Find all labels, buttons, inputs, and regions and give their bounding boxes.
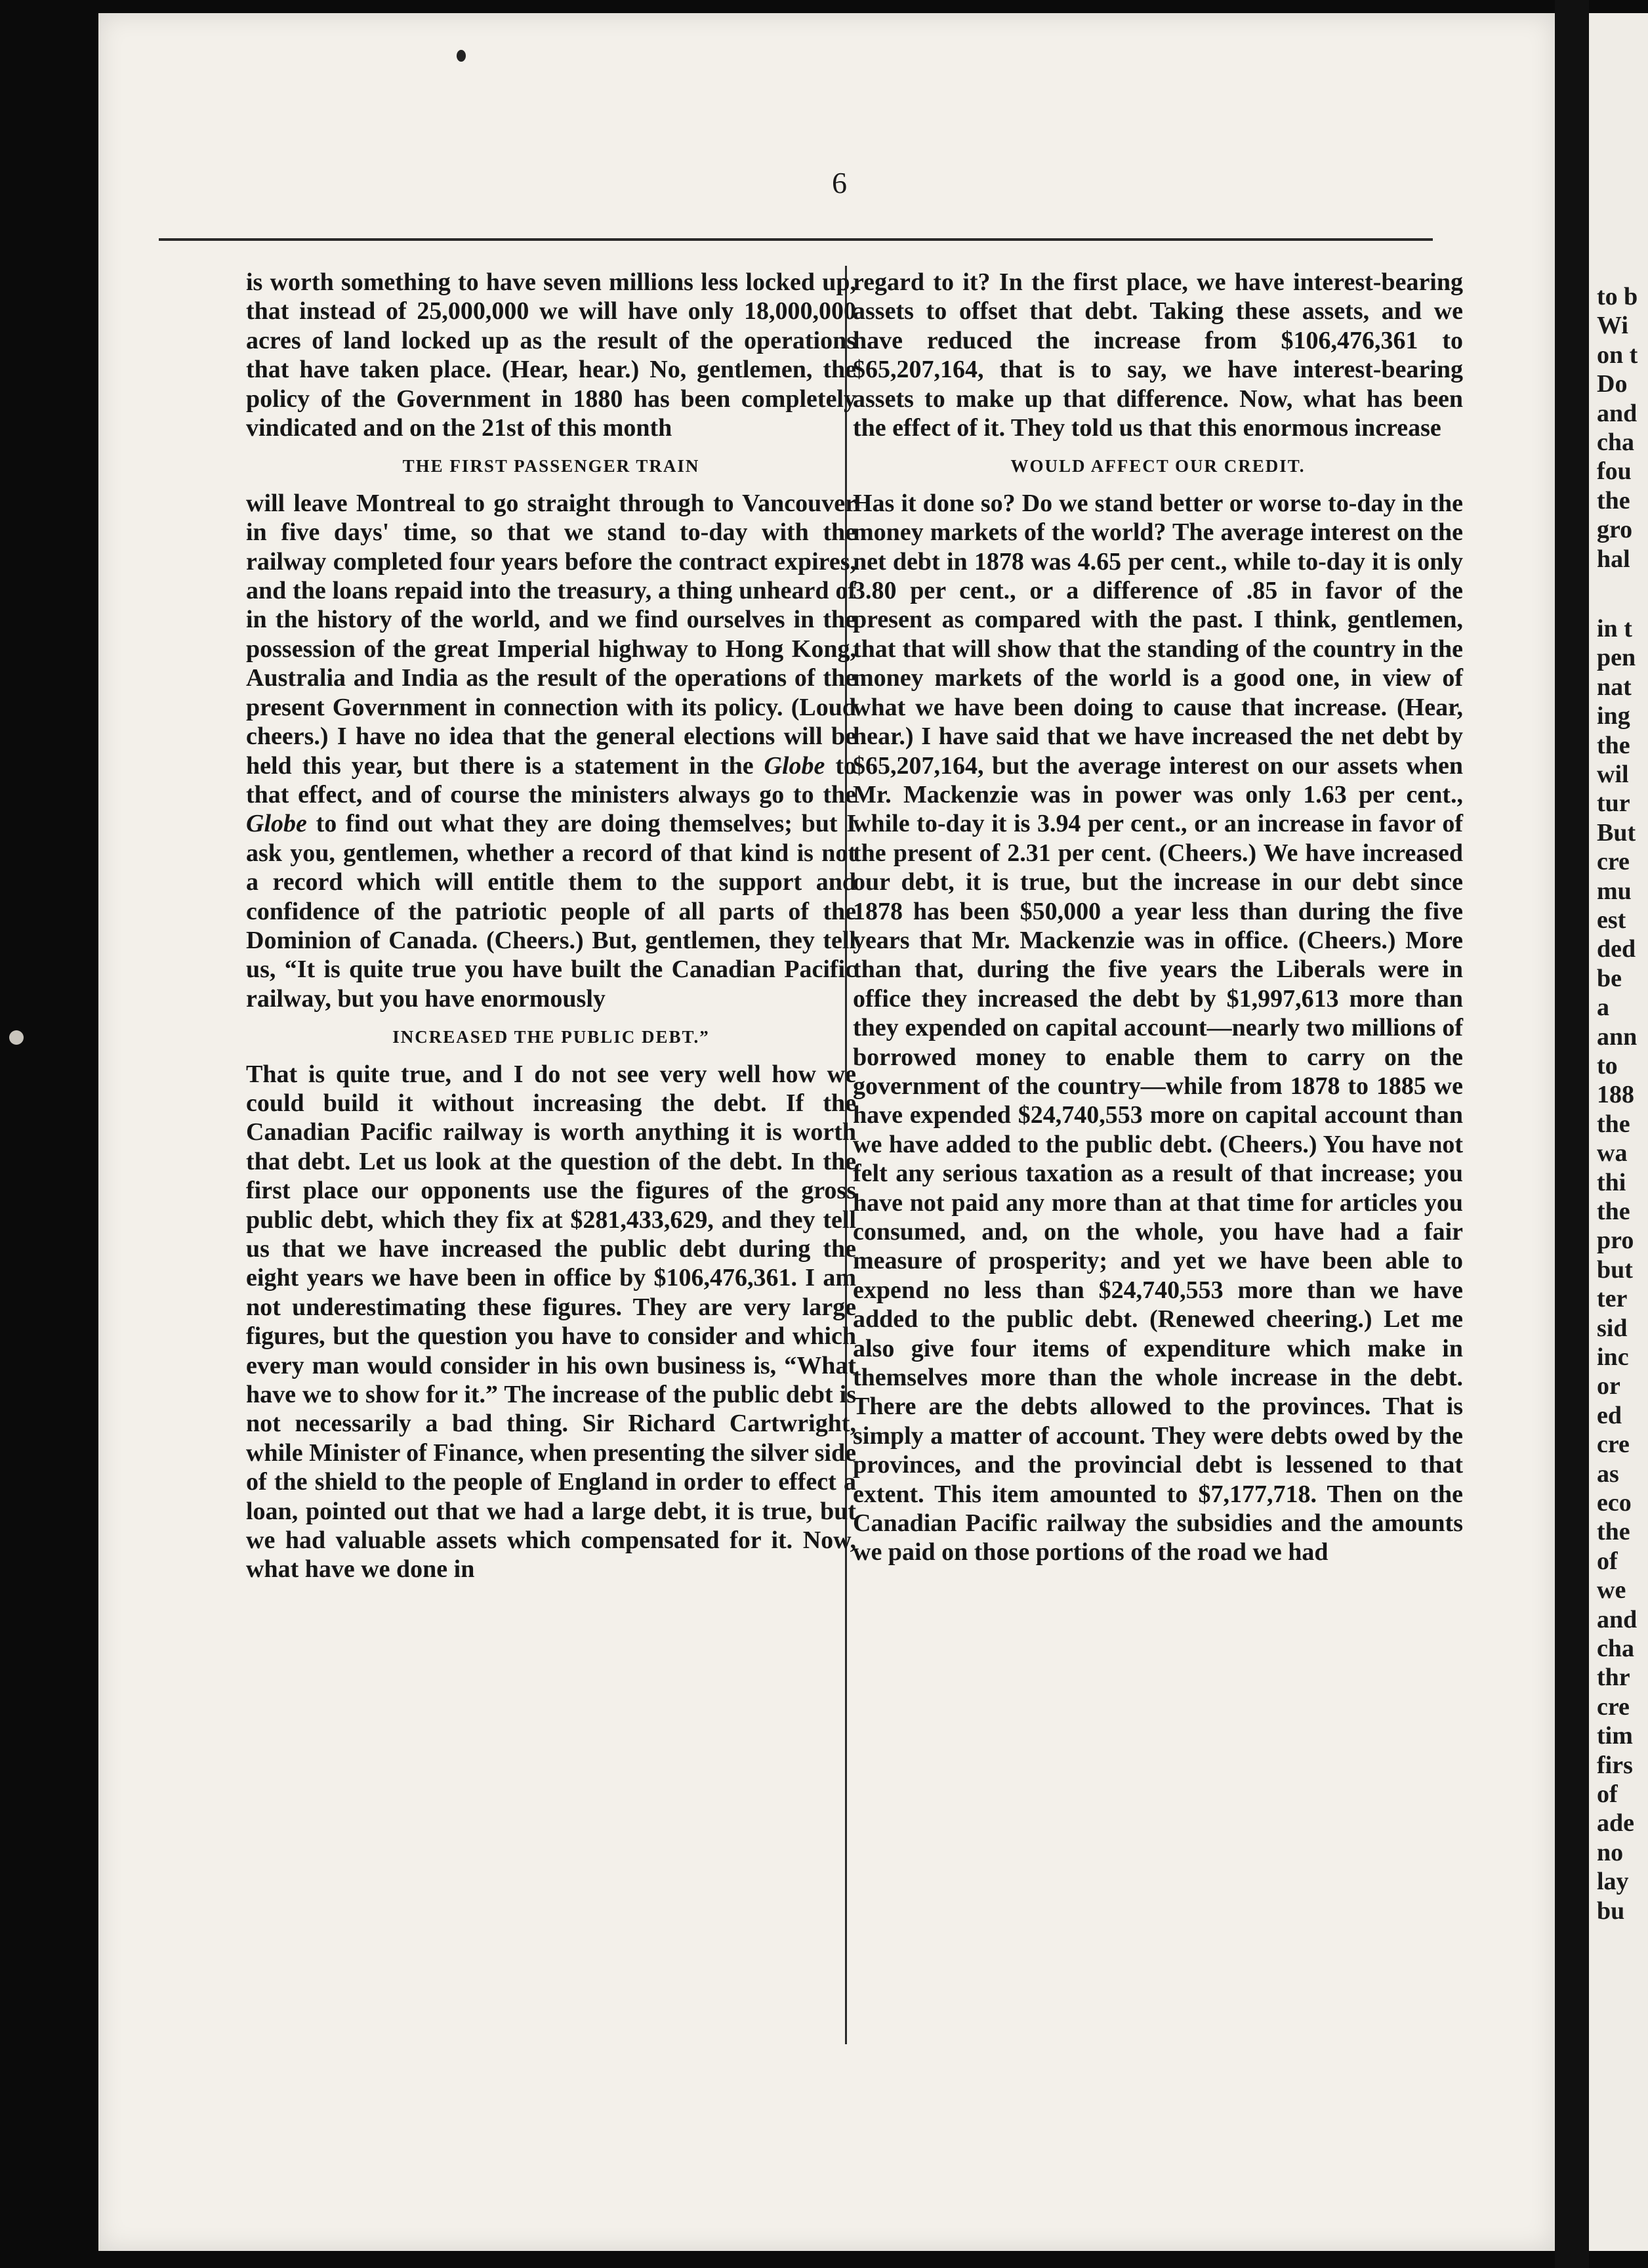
facing-page-fragment: tur	[1597, 789, 1630, 818]
facing-page-fragment: eco	[1597, 1489, 1632, 1517]
facing-page-fragment: nat	[1597, 673, 1632, 701]
facing-page-fragment: ade	[1597, 1809, 1634, 1838]
facing-page-fragment: gro	[1597, 516, 1633, 544]
facing-page-fragment: 188	[1597, 1081, 1634, 1109]
facing-page-fragment: thi	[1597, 1168, 1626, 1196]
facing-page-fragment: to	[1597, 1052, 1618, 1080]
paragraph: That is quite true, and I do not see very well how we could build it without increasing the debt. If the Canadian Pacific railway is worth anything it is worth that debt. Let us look at the question of the debt. In the first place our opponents use the figures of the gross public debt, which they fix at $281,433,629, and they tell us that we have increased the public debt during the eight years we have been in office by $106,476,361. I am not underestimating these figures. They are very large figures, but the question you have to consider and which every man would consider in his own business is, “What have we to show for it.” The increase of the public debt is not necessarily a bad thing. Sir Richard Cartwright, while Minister of Finance, when presenting the silver side of the shield to the people of England in order to effect a loan, pointed out that we had a large debt, it is true, but we had valuable assets which compensated for it. Now, what have we done in	[246, 1060, 856, 1584]
facing-page-fragment: the	[1597, 1518, 1630, 1546]
facing-page-fragment: the	[1597, 1198, 1630, 1225]
facing-page-fragment: fou	[1597, 457, 1632, 486]
facing-page-fragment: wa	[1597, 1139, 1628, 1167]
facing-page-fragment: Wi	[1597, 312, 1628, 340]
facing-page-fragment: cre	[1597, 848, 1630, 876]
facing-page-fragment: mu	[1597, 877, 1632, 905]
facing-page-fragment: be	[1597, 964, 1622, 992]
facing-page-fragment: sid	[1597, 1314, 1628, 1342]
facing-page-fragment: cha	[1597, 429, 1634, 456]
paragraph-text: to that effect, and of course the ministers always go to the	[246, 751, 856, 808]
section-heading: THE FIRST PASSENGER TRAIN	[402, 456, 700, 476]
facing-page-fragment: ded	[1597, 935, 1636, 963]
section-heading: INCREASED THE PUBLIC DEBT.”	[392, 1027, 710, 1047]
facing-page-fragment: est	[1597, 906, 1626, 934]
newspaper-title: Globe	[246, 810, 307, 838]
facing-page-fragment: no	[1597, 1838, 1624, 1866]
facing-page-fragment: pen	[1597, 644, 1636, 672]
binding-hole	[9, 1030, 24, 1045]
facing-page-fragment: but	[1597, 1255, 1633, 1284]
paragraph-text: will leave Montreal to go straight through to Vancouver in five days' time, so that we stand to-day with the railway completed four years before the contract expires, and the loans repaid into the treasury, a thing unheard of in the history of the world, and we find ourselves in the possession of the great Imperial highway to Hong Kong, Australia and India as the result of the operations of the present Government in connection with its policy. (Loud cheers.) I have no idea that the general elections will be held this year, but there is a statement in the	[246, 489, 856, 780]
facing-page-fragment: and	[1597, 399, 1638, 427]
facing-page-fragment: ann	[1597, 1022, 1638, 1051]
facing-page-fragment: a	[1597, 994, 1609, 1022]
facing-page-fragment: wil	[1597, 761, 1629, 788]
facing-page-fragment: or	[1597, 1372, 1620, 1400]
facing-page-fragment: the	[1597, 731, 1630, 759]
newspaper-title: Globe	[764, 751, 825, 780]
facing-page-fragment: cre	[1597, 1692, 1630, 1721]
paragraph	[246, 489, 856, 1013]
ink-spot	[457, 50, 466, 62]
page-gutter	[1555, 0, 1589, 2268]
page-number: 6	[832, 166, 847, 200]
facing-page-fragment: we	[1597, 1576, 1626, 1605]
facing-page-fragment: and	[1597, 1605, 1638, 1633]
left-column	[246, 268, 856, 1584]
paragraph: is worth something to have seven millions less locked up, that instead of 25,000,000 we will have only 18,000,000 acres of land locked up as the result of the operations that have taken place. (Hear, hear.) No, gentlemen, the policy of the Government in 1880 has been completely vindicated and on the 21st of this month	[246, 268, 856, 442]
facing-page-fragment: thr	[1597, 1664, 1630, 1692]
facing-page-fragment: bu	[1597, 1897, 1625, 1925]
facing-page-edge	[1589, 13, 1648, 2251]
paragraph: Has it done so? Do we stand better or worse to-day in the money markets of the world? The average interest on the net debt in 1878 was 4.65 per cent., while to-day it is only 3.80 per cent., or a difference of .85 in favor of the present as compared with the past. I think, gentlemen, that that will show that the standing of the country in the money markets of the world is a good one, in view of what we have been doing to cause that increase. (Hear, hear.) I have said that we have increased the net debt by $65,207,164, but the average interest on our assets when Mr. Mackenzie was in power was only 1.63 per cent., while to-day it is 3.94 per cent., or an increase in favor of the present of 2.31 per cent. (Cheers.) We have increased our debt, it is true, but the increase in our debt since 1878 has been $50,000 a year less than during the five years that Mr. Mackenzie was in office. (Cheers.) More than that, during the five years the Liberals were in office they increased the debt by $1,997,613 more than they expended on capital account—nearly two millions of borrowed money to enable them to carry on the government of the country—while from 1878 to 1885 we have expended $24,740,553 more on capital account than we have added to the public debt. (Cheers.) You have not felt any serious taxation as a result of that increase; you have not paid any more than at that time for articles you consumed, and, on the whole, you have had a fair measure of prosperity; and yet we have been able to expend no less than $24,740,553 more than we have added to the public debt. (Renewed cheering.) Let me also give four items of expenditure which make in themselves more than the whole increase in the debt. There are the debts allowed to the provinces. That is simply a matter of account. They were debts owed by the provinces, and the provincial debt is lessened to that extent. This item amounted to $7,177,718. Then on the Canadian Pacific railway the subsidies and the amounts we paid on those portions of the road we had	[853, 489, 1463, 1566]
paragraph-text: to find out what they are doing themselves; but I ask you, gentlemen, whether a record of that kind is not a record which will entitle them to the support and confidence of the patriotic people of all parts of the Dominion of Canada. (Cheers.) But, gentlemen, they tell us, “It is quite true you have built the Canadian Pacific railway, but you have enormously	[246, 810, 857, 1013]
facing-page-fragment: But	[1597, 818, 1636, 847]
facing-page-fragment: cha	[1597, 1635, 1634, 1662]
facing-page-fragment: firs	[1597, 1751, 1633, 1779]
facing-page-fragment: Do	[1597, 370, 1628, 398]
facing-page-fragment: of	[1597, 1547, 1618, 1575]
facing-page-fragment: pro	[1597, 1227, 1634, 1255]
facing-page-fragment: inc	[1597, 1343, 1629, 1371]
facing-page-fragment: the	[1597, 486, 1630, 514]
header-rule	[159, 238, 1433, 241]
facing-page-fragment: ed	[1597, 1401, 1622, 1429]
facing-page-fragment: tim	[1597, 1722, 1633, 1750]
facing-page-fragment: cre	[1597, 1431, 1630, 1459]
paragraph: regard to it? In the first place, we have interest-bearing assets to offset that debt. Taking these assets, and we have reduced the increase from $106,476,361 to $65,207,164, that is to say, we have interest-bearing assets to make up that difference. Now, what has been the effect of it. They told us that this enormous increase	[853, 268, 1463, 442]
facing-page-fragment: on t	[1597, 341, 1638, 369]
facing-page-fragment: hal	[1597, 545, 1630, 573]
right-column	[853, 268, 1463, 1567]
facing-page-fragment: the	[1597, 1110, 1630, 1138]
facing-page-fragment: in t	[1597, 615, 1632, 642]
section-heading: WOULD AFFECT OUR CREDIT.	[1010, 456, 1306, 476]
facing-page-fragment: ing	[1597, 702, 1630, 730]
facing-page-fragment: lay	[1597, 1868, 1629, 1896]
facing-page-fragment: to b	[1597, 283, 1638, 310]
facing-page-fragment: as	[1597, 1460, 1619, 1488]
facing-page-fragment: of	[1597, 1780, 1618, 1808]
facing-page-fragment: ter	[1597, 1285, 1628, 1313]
